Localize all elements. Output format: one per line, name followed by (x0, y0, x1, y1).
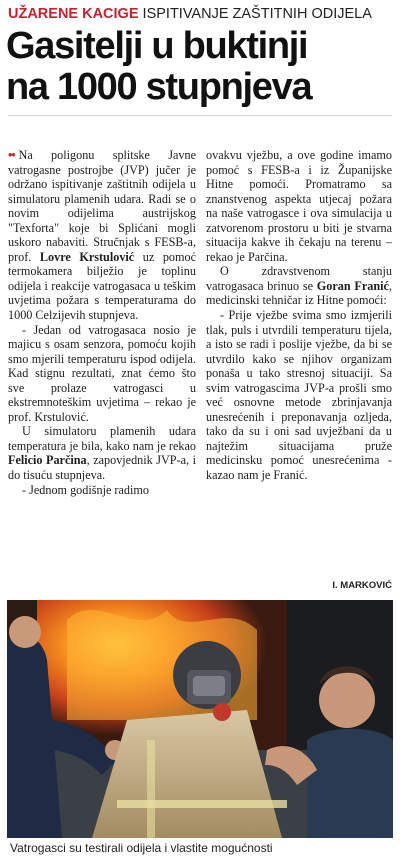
paragraph-text: , zapovjednik JVP-a, i do tisuću stupnjeva. (8, 453, 196, 483)
paragraph (206, 264, 392, 308)
bullet-marker: •• (8, 148, 15, 162)
paragraph-text: O zdravstvenom stanju vatrogasaca brinuo se (206, 264, 392, 293)
article-column-2 (206, 148, 392, 483)
paragraph: - Jednom godišnje radimo (22, 482, 149, 497)
paragraph-text: , medicinski tehničar iz Hitne pomoći: (206, 278, 392, 308)
person-name: Lovre Krstulović (39, 249, 135, 264)
photo-illustration (7, 600, 393, 838)
kicker-tag: UŽARENE KACIGE (8, 6, 139, 22)
paragraph: - Prije vježbe svima smo izmjerili tlak, puls i utvrdili temperaturu tijela, a isto se radi i poslije vježbe, da bi se utvrdilo kako se njihov organizam ponaša u tako stresnoj situaciji. Sa svim vatrogascima JVP-a prošli smo već osnovne metode zbrinjavanja unesrećenih i preponavanja ozljeda, tako da su i oni sad uvježbani da u najtežim situacijama pruže medicinsku pomoć unesrećenima - kazao nam je Franić. (206, 308, 392, 483)
headline-line-2: na 1000 stupnjeva (6, 66, 312, 108)
article-column-1 (8, 148, 196, 497)
photo-caption: Vatrogasci su testirali odijela i vlastite mogućnosti (7, 838, 396, 860)
article-photo (7, 600, 393, 838)
kicker-text: ISPITIVANJE ZAŠTITNIH ODIJELA (142, 6, 372, 22)
paragraph: ovakvu vježbu, a ove godine imamo pomoć s FESB-a i iz Županijske Hitne pomoći. Promatramo sa znanstvenog aspekta utjecaj požara na naše vatrogasce i ova simulacija u zatvorenom prostoru u biti je stvarna situacija kakve ih čekaju na terenu – rekao je Parčina. (206, 148, 392, 264)
paragraph (8, 148, 196, 323)
divider (8, 115, 392, 116)
person-name: Felicio Parčina (8, 453, 87, 468)
person-name: Goran Franić (316, 278, 389, 293)
headline (6, 26, 398, 108)
kicker (8, 4, 396, 24)
paragraph-text: uz pomoć termokamera bilježio je toplinu odijela i reakcije vatrogasaca u teškim uvjetima požara s temperaturama do 1000 Celzijevih stupnjeva. (8, 249, 196, 323)
paragraph: - Jedan od vatrogasaca nosio je majicu s osam senzora, pomoću kojih smo mjerili temperaturu ispod odijela. Kad stignu rezultati, znat ćemo što sve prolaze vatrogasci u ekstremnoteškim uvjetima – rekao je prof. Krstulović. (8, 322, 196, 424)
paragraph-text: Na poligonu splitske Javne vatrogasne postrojbe (JVP) jučer je održano ispitivanje zaštitnih odijela u simulatoru plamenih udara. Radi se o novim odijelima austrijskog "Texforta" koje bi Splićani mogli uskoro nabaviti. Stručnjak s FESB-a, prof. (8, 148, 196, 264)
headline-line-1: Gasitelji u buktinji (6, 25, 308, 67)
paragraph (8, 424, 196, 482)
byline: I. MARKOVIĆ (332, 580, 392, 591)
paragraph-text: U simulatoru plamenih udara temperatura je bila, kako nam je rekao (8, 424, 196, 453)
